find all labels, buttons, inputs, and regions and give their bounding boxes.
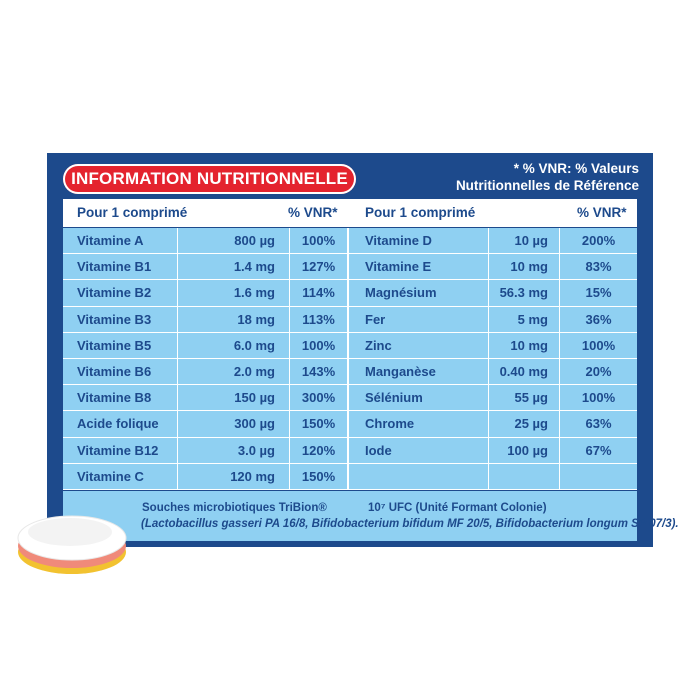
right-nutrient-quantity: 56.3 mg [489, 280, 560, 306]
header-left-label: Pour 1 comprimé [77, 205, 188, 220]
table-row [63, 254, 637, 280]
left-nutrient-vnr: 300% [290, 385, 349, 411]
right-nutrient-name [349, 464, 489, 490]
right-nutrient-name: Vitamine E [349, 254, 489, 280]
strains-label: Souches microbiotiques TriBion® [142, 502, 327, 514]
left-nutrient-vnr: 150% [290, 411, 349, 437]
left-nutrient-quantity: 800 µg [178, 228, 290, 254]
ufc-text: 10⁷ UFC (Unité Formant Colonie) [368, 502, 547, 514]
title-banner [63, 164, 356, 194]
left-nutrient-vnr: 120% [290, 438, 349, 464]
tablet-highlight [28, 518, 112, 546]
right-nutrient-quantity: 10 mg [489, 333, 560, 359]
right-nutrient-name: Vitamine D [349, 228, 489, 254]
right-nutrient-vnr: 67% [560, 438, 637, 464]
left-nutrient-vnr: 100% [290, 228, 349, 254]
right-nutrient-name: Zinc [349, 333, 489, 359]
left-nutrient-name: Vitamine C [63, 464, 178, 490]
right-nutrient-name: Sélénium [349, 385, 489, 411]
right-nutrient-vnr: 36% [560, 307, 637, 333]
right-nutrient-quantity: 10 mg [489, 254, 560, 280]
left-nutrient-name: Vitamine A [63, 228, 178, 254]
right-nutrient-vnr: 100% [560, 333, 637, 359]
header-right-label: Pour 1 comprimé [365, 205, 476, 220]
left-nutrient-name: Vitamine B5 [63, 333, 178, 359]
table-row [63, 359, 637, 385]
left-nutrient-name: Acide folique [63, 411, 178, 437]
table-row [63, 438, 637, 464]
table-row [63, 464, 637, 490]
right-nutrient-quantity: 0.40 mg [489, 359, 560, 385]
left-nutrient-quantity: 3.0 µg [178, 438, 290, 464]
right-nutrient-name: Magnésium [349, 280, 489, 306]
right-nutrient-name: Chrome [349, 411, 489, 437]
table-row [63, 385, 637, 411]
left-nutrient-name: Vitamine B6 [63, 359, 178, 385]
left-nutrient-vnr: 114% [290, 280, 349, 306]
table-header [63, 199, 637, 227]
strains-detail: (Lactobacillus gasseri PA 16/8, Bifidobacterium bifidum MF 20/5, Bifidobacterium longum SP 07/3). [141, 518, 679, 530]
right-nutrient-quantity: 100 µg [489, 438, 560, 464]
left-nutrient-vnr: 143% [290, 359, 349, 385]
left-nutrient-quantity: 6.0 mg [178, 333, 290, 359]
right-nutrient-quantity: 10 µg [489, 228, 560, 254]
right-nutrient-quantity: 5 mg [489, 307, 560, 333]
left-nutrient-vnr: 127% [290, 254, 349, 280]
right-nutrient-quantity: 25 µg [489, 411, 560, 437]
left-nutrient-name: Vitamine B3 [63, 307, 178, 333]
right-nutrient-name: Iode [349, 438, 489, 464]
right-nutrient-quantity [489, 464, 560, 490]
left-nutrient-name: Vitamine B12 [63, 438, 178, 464]
header-left-pct: % VNR* [288, 205, 338, 220]
footer-note [63, 491, 637, 541]
right-nutrient-vnr: 15% [560, 280, 637, 306]
right-nutrient-vnr: 63% [560, 411, 637, 437]
title-text: INFORMATION NUTRITIONNELLE [71, 169, 348, 188]
left-nutrient-name: Vitamine B2 [63, 280, 178, 306]
table-row [63, 411, 637, 437]
table-row [63, 307, 637, 333]
left-nutrient-quantity: 300 µg [178, 411, 290, 437]
vnr-note-line1: * % VNR: % Valeurs [513, 161, 639, 176]
left-nutrient-quantity: 18 mg [178, 307, 290, 333]
tablet-image [15, 500, 130, 580]
left-nutrient-name: Vitamine B8 [63, 385, 178, 411]
left-nutrient-quantity: 1.4 mg [178, 254, 290, 280]
left-nutrient-vnr: 100% [290, 333, 349, 359]
table-row [63, 333, 637, 359]
right-nutrient-name: Fer [349, 307, 489, 333]
right-nutrient-vnr: 200% [560, 228, 637, 254]
vnr-note [456, 160, 639, 194]
right-nutrient-vnr: 20% [560, 359, 637, 385]
table-row [63, 280, 637, 306]
vnr-note-line2: Nutritionnelles de Référence [455, 178, 639, 193]
left-nutrient-vnr: 113% [290, 307, 349, 333]
right-nutrient-vnr: 83% [560, 254, 637, 280]
left-nutrient-quantity: 120 mg [178, 464, 290, 490]
right-nutrient-name: Manganèse [349, 359, 489, 385]
table-row [63, 228, 637, 254]
left-nutrient-quantity: 1.6 mg [178, 280, 290, 306]
left-nutrient-vnr: 150% [290, 464, 349, 490]
right-nutrient-vnr [560, 464, 637, 490]
header-right-pct: % VNR* [577, 205, 627, 220]
left-nutrient-quantity: 150 µg [178, 385, 290, 411]
right-nutrient-vnr: 100% [560, 385, 637, 411]
right-nutrient-quantity: 55 µg [489, 385, 560, 411]
left-nutrient-name: Vitamine B1 [63, 254, 178, 280]
left-nutrient-quantity: 2.0 mg [178, 359, 290, 385]
